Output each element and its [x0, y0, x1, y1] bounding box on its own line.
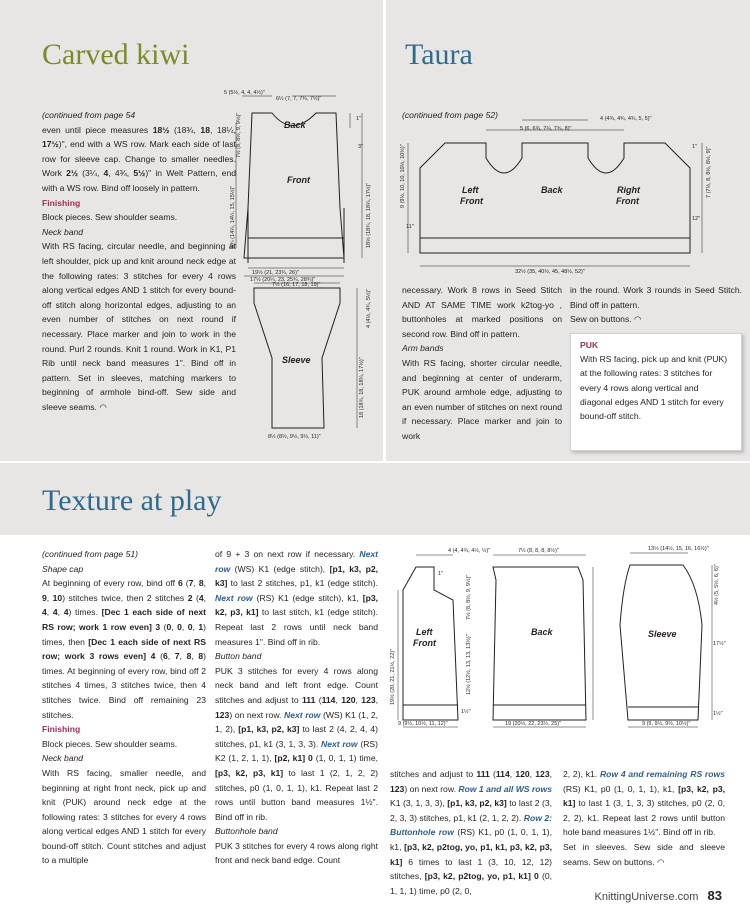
texture-col4 [563, 767, 725, 869]
taura-left-front-line1: Left [462, 185, 479, 195]
texture-dim-0: 4 (4, 4¾, 4½, ½)" [448, 548, 491, 554]
kiwi-dim-7: 5¾ (14¼, 14¼, 15, 15½)" [230, 185, 236, 248]
buttonhole-band-text: PUK 3 stitches for every 4 rows along right front and neck band edge. Count [215, 840, 378, 866]
taura-dim-0: 4 (4¾, 4¾, 4¾, 5, 5)" [600, 116, 652, 122]
button-band-heading: Button band [215, 651, 262, 662]
taura-left-front-line2: Front [460, 196, 483, 206]
texture-dim-12: 1½" [713, 711, 723, 717]
page-number: 83 [707, 888, 722, 903]
texture-dim-13: 9 (9, 9½, 9½, 10½)" [642, 721, 691, 727]
kiwi-dim-12: 4 (4½, 4¾, 5½)" [366, 288, 372, 328]
kiwi-dim-4: 3" [358, 144, 364, 150]
texture-set-sleeves-text: Set in sleeves. Sew side and sleeve seams. Sew on buttons. ◠ [563, 841, 725, 867]
taura-title: Taura [405, 38, 473, 71]
kiwi-dim-9: 19½ (21, 23¾, 26)" [252, 270, 299, 276]
kiwi-front-label: Front [287, 175, 310, 185]
texture-dim-3: 7½ (8, 8½, 9, 9½)" [466, 574, 472, 620]
carved-body: even until piece measures 18½ (18¾, 18, 18¼, 17½)", end with a WS row. Mark each side of last row for sleeve cap. Change to smaller needles. Work 2½ (3¼, 4, 4¾, 5½)" in Welt Pattern, end with a WS row. Bind off loosely in pattern. [42, 124, 236, 193]
texture-col3 [390, 767, 552, 898]
kiwi-dim-3: 7½ (8, 8½, 9, 9½)" [236, 112, 242, 158]
kiwi-dim-1: 6½ (7, 7, 7¾, 7½)" [276, 96, 322, 102]
carved-kiwi-title: Carved kiwi [42, 38, 190, 71]
taura-dim-1: 5 (6, 6¾, 7¼, 7¾, 8)" [520, 126, 572, 132]
footer-site: KnittingUniverse.com [594, 891, 699, 903]
taura-right-front-line1: Right [617, 185, 640, 195]
shape-cap-heading: Shape cap [42, 563, 84, 574]
buttonhole-band-heading: Buttonhole band [215, 826, 278, 837]
shape-cap-text: At beginning of every row, bind off 6 (7, 8, 9, 10) stitches twice, then 2 stitches 2 (4, 4, 4, 4) times. [Dec 1 each side of next RS row; work 1 row even] 3 (0, 0, 0, 1) times, then [Dec 1 each side of next RS row; work 3 rows even] 4 (6, 7, 8, 8) times. At beginning of every row, bind off 2 stitches 4 times, 3 stitches twice, then 4 stitches twice. Bind off remaining 23 stitches. [42, 578, 207, 720]
sew-buttons-text: Sew on buttons. ◠ [570, 314, 642, 325]
texture-continued: (continued from page 51) [42, 549, 139, 559]
taura-dim-2: 1" [692, 144, 698, 150]
taura-dim-5: 12" [692, 216, 701, 222]
texture-back-label: Back [531, 627, 553, 637]
arm-bands-text: With RS facing, shorter circular needle, and beginning at center of underarm, PUK around armhole edge, adjusting to an even number of stitches on next round if necessary. Place marker and join to work [402, 357, 562, 441]
taura-dim-7: 32½ (35, 40½, 45, 48½, 52)" [515, 269, 585, 275]
kiwi-sleeve-label: Sleeve [282, 355, 311, 365]
carved-kiwi-diagram [224, 88, 382, 448]
taura-col1 [402, 283, 562, 444]
kiwi-dim-14: 8½ (8½, 9½, 9½, 11)" [268, 434, 321, 440]
texture-dim-5: 1½" [461, 709, 471, 715]
texture-neck-band-heading: Neck band [42, 753, 84, 764]
texture-sleeve-label: Sleeve [648, 629, 677, 639]
carved-kiwi-text [42, 108, 236, 414]
texture-col2 [215, 547, 378, 868]
taura-diagram [400, 108, 740, 278]
texture-col1 [42, 547, 206, 868]
texture-title: Texture at play [42, 484, 222, 517]
texture-dim-4: 19½ (20, 21, 21½, 22)" [390, 648, 396, 705]
kiwi-dim-13: 18 (18¾, 18, 18¼, 17½)" [359, 357, 365, 418]
kiwi-dim-11: 7½ (16, 17, 18, 19)" [272, 282, 321, 288]
taura-back-label: Back [541, 185, 563, 195]
puk-text: With RS facing, pick up and knit (PUK) at the following rates: 3 stitches for every 4 rows along vertical and diagonal edges AND 1 stitch for every bound-off stitch. [580, 354, 728, 422]
end-mark-icon: ◠ [634, 314, 642, 325]
neck-band-heading: Neck band [42, 226, 84, 237]
taura-continued: (continued from page 52) [402, 110, 499, 120]
puk-heading: PUK [580, 340, 599, 350]
taura-seed-stitch-text: necessary. Work 8 rows in Seed Stitch AND AT SAME TIME work k2tog-yo , buttonholes at marked positions on second row. Bind off in pattern. [402, 285, 562, 339]
taura-col2 [570, 283, 742, 327]
texture-dim-6: 12½ (12½, 13, 13, 13½)" [466, 634, 472, 695]
puk-box [570, 333, 742, 451]
finishing-text: Block pieces. Sew shoulder seams. [42, 212, 178, 223]
arm-bands-heading: Arm bands [402, 343, 444, 354]
neck-band-text: With RS facing, circular needle, and beginning at left shoulder, pick up and knit around neck edge at the following rates: 3 stitches for every 4 rows along vertical edges AND 1 stitch for every bound-off stitch along horizontal edges, adjusting to an even number of stitches on next round if necessary. Place marker and join to work in the round. Purl 2 rounds. Knit 1 round. Work in K1, P1 Rib until neck band measures 1". Bind off in pattern. Set in sleeves, matching markers to beginning of armhole bind-off. Sew side and sleeve seams. ◠ [42, 241, 236, 412]
kiwi-back-label: Back [284, 120, 306, 130]
end-mark-icon: ◠ [99, 401, 107, 412]
taura-dim-3: 9 (9½, 10, 10, 10½, 10½)" [400, 144, 406, 208]
texture-finishing-text: Block pieces. Sew shoulder seams. [42, 738, 178, 749]
texture-dim-2: 1" [438, 571, 444, 577]
texture-col3-text: stitches and adjust to 111 (114, 120, 123, 123) on next row. Row 1 and all WS rows K1 (3, 1, 3, 3), [p1, k3, p2, k3] to last 2 (3, 2, 3, 3) stitches, p1, k1 (2, 1, 2, 2). Row 2: Buttonhole row (RS) K1, p0 (1, 0, 1, 1), k1, [p3, k2, p2tog, yo, p1, k1, p3, k2, p3, k1] 6 times to last 1 (3, 10, 12, 12) stitches, [p3, k2, p2tog, yo, p1, k1] 0 (0, 1, 1, 1) time, p0 (2, 0, [390, 769, 552, 896]
carved-continued: (continued from page 54 [42, 110, 136, 120]
texture-neck-band-text: With RS facing, smaller needle, and beginning at right front neck, pick up and knit (PUK) around neck edge at the following rates: 3 stitches for every 4 rows along vertical edges AND 1 stitch for every bound-off stitch. Count stitches and adjust to a multiple [42, 767, 206, 866]
finishing-heading: Finishing [42, 197, 81, 208]
texture-diagram [390, 545, 738, 730]
page-footer [595, 888, 722, 903]
texture-finishing-heading: Finishing [42, 724, 81, 735]
kiwi-dim-0: 5 (5½, 4, 4, 4½)" [224, 90, 265, 96]
kiwi-dim-8: 18½ (18¾, 18, 18¼, 17½)" [366, 182, 372, 248]
texture-left-front-line1: Left [416, 627, 433, 637]
texture-dim-10: 4½ (5, 5½, 6, 6)" [714, 564, 720, 605]
kiwi-dim-10: 17½ (20¼, 23, 25¾, 28¾)" [250, 277, 316, 283]
texture-dim-11: 17½" [713, 641, 726, 647]
texture-rib-text: of 9 + 3 on next row if necessary. Next row (WS) K1 (edge stitch), [p1, k3, p2, k3] to last 2 stitches, p1, k1 (edge stitch). Next row (RS) K1 (edge stitch), k1, [p3, k2, p3, k1] to last stitch, k1 (edge stitch). Repeat last 2 rows until neck band measures 1". Bind off in rib. [215, 549, 378, 647]
texture-col4-text: 2, 2), k1. Row 4 and remaining RS rows (RS) K1, p0 (1, 0, 1, 1), k1, [p3, k2, p3, k1] to last 1 (3, 1, 3, 3) stitches, p0 (2, 0, 2, 2), k1. Repeat last 2 rows until button hole band measures 1½". Bind off in rib. [563, 769, 725, 838]
kiwi-dim-2: 1" [356, 116, 362, 122]
texture-dim-9: 13½ (14½, 15, 16, 16½)" [648, 546, 709, 552]
texture-dim-8: 19 (20½, 22, 23½, 25)" [505, 721, 562, 727]
button-band-text: PUK 3 stitches for every 4 rows along neck band and left front edge. Count stitches and adjust to 111 (114, 120, 123, 123) on next row. Next row (WS) K1 (1, 2, 1, 2), [p1, k3, p2, k3] to last 2 (4, 2, 4, 4) stitches, p1, k1 (3, 1, 3, 3). Next row (RS) K2 (1, 2, 1, 1), [p2, k1] 0 (1, 0, 1, 1) time, [p3, k2, p3, k1] to last 1 (2, 1, 2, 2) stitches, p0 (1, 0, 1, 1), k1. Repeat last 2 rows until button band measures 1½". Bind off in rib. [215, 665, 379, 822]
taura-dim-4: 7 (7½, 8, 8½, 8½, 9)" [706, 146, 712, 198]
taura-dim-6: 11" [406, 224, 414, 230]
taura-round-text: in the round. Work 3 rounds in Seed Stitch. Bind off in pattern. [570, 285, 742, 310]
texture-dim-7: 9 (9½, 10½, 11, 12)" [398, 721, 448, 727]
taura-right-front-line2: Front [616, 196, 639, 206]
texture-dim-1: 7½ (8, 8, 8, 8½)" [518, 548, 559, 554]
texture-left-front-line2: Front [413, 638, 436, 648]
end-mark-icon: ◠ [657, 856, 665, 867]
